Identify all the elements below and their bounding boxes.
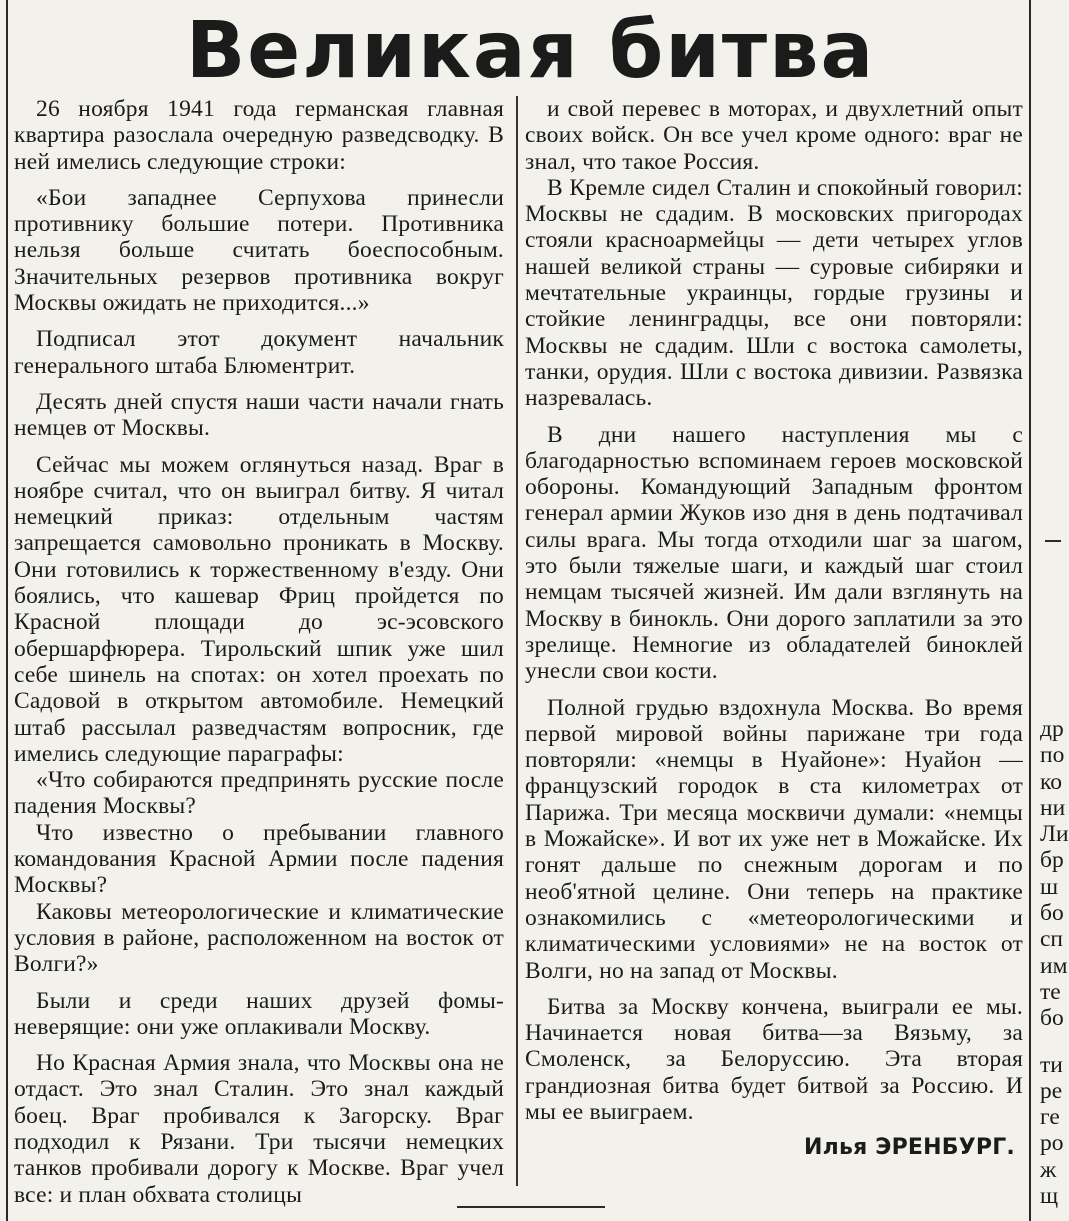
- fragment-line: ш: [1040, 873, 1059, 900]
- page-rule-right: [1029, 0, 1031, 1221]
- fragment-line: ни: [1040, 794, 1066, 821]
- fragment-line: по: [1040, 742, 1065, 769]
- page-rule-left: [6, 0, 8, 1221]
- author-signature: Илья ЭРЕНБУРГ.: [804, 1135, 1015, 1161]
- article-column-2: [525, 96, 1023, 1162]
- fragment-line: сп: [1040, 926, 1064, 953]
- paragraph: Десять дней спустя наши части начали гнать немцев от Москвы.: [14, 388, 504, 442]
- fragment-line: щ: [1040, 1183, 1059, 1210]
- column-divider: [516, 96, 518, 1186]
- fragment-line: ро: [1040, 1130, 1064, 1157]
- fragment-line: те: [1040, 978, 1061, 1005]
- fragment-line: ре: [1040, 1077, 1063, 1104]
- fragment-line: бо: [1040, 1005, 1064, 1032]
- fragment-line: ж: [1040, 1156, 1057, 1183]
- paragraph: Подписал этот документ начальник генерального штаба Блюментрит.: [14, 326, 504, 379]
- paragraph: Битва за Москву кончена, выиграли ее мы. Начинается новая битва—за Вязьму, за Смоленск, за Белоруссию. Эта вторая грандиозная битва будет битвой за Россию. И мы ее выиграем.: [525, 993, 1023, 1125]
- article-title: Великая битва: [185, 6, 876, 96]
- paragraph: и свой перевес в моторах, и двухлетний опыт своих войск. Он все учел кроме одного: враг не знал, что такое Россия.: [525, 96, 1023, 175]
- fragment-line: им: [1040, 952, 1068, 979]
- fragment-line: бо: [1040, 900, 1064, 927]
- paragraph: Но Красная Армия знала, что Москвы она не отдаст. Это знал Сталин. Это знал каждый боец. Враг пробивался к Загорску. Враг подходил к Рязани. Три тысячи немецких танков пробивали дорогу к Москве. Враг учел все: и план обхвата столицы: [14, 1050, 504, 1208]
- paragraph: «Бои западнее Серпухова принесли противнику большие потери. Противника нельзя больше считать боеспособным. Значительных резервов противника вокруг Москвы ожидать не приходится...»: [14, 184, 504, 317]
- paragraph: 26 ноября 1941 года германская главная квартира разослала очередную разведсводку. В ней имелись следующие строки:: [14, 96, 504, 175]
- fragment-line: Ли: [1040, 821, 1069, 848]
- next-column-fragments: [1040, 716, 1069, 1210]
- fragment-line: др: [1040, 716, 1064, 742]
- paragraph: Каковы метеорологические и климатические условия в районе, расположенном на восток от Волги?»: [14, 898, 504, 978]
- paragraph: Были и среди наших друзей фомы-неверящие: они уже оплакивали Москву.: [14, 987, 504, 1040]
- fragment-line: ко: [1040, 768, 1062, 795]
- paragraph: Что известно о пребывании главного командования Красной Армии после падения Москвы?: [14, 819, 504, 899]
- paragraph: В Кремле сидел Сталин и спокойный говорил: Москвы не сдадим. В московских пригородах стояли красноармейцы — дети четырех углов нашей великой страны — суровые сибиряки и мечтательные украинцы, гордые грузины и стойкие ленинградцы, все они повторяли: Москвы не сдадим. Шли с востока самолеты, танки, орудия. Шли с востока дивизии. Развязка назревалась.: [525, 174, 1023, 412]
- fragment-line: ге: [1040, 1104, 1060, 1131]
- paragraph: В дни нашего наступления мы с благодарностью вспоминаем героев московской обороны. Командующий Западным фронтом генерал армии Жуков изо дня в день подтачивал силы врага. Мы тогда отходили шаг за шагом, это были тяжелые шаги, и каждый шаг стоил немцам тысячей жизней. Им дали взглянуть на Москву в бинокль. Они дорого заплатили за это зрелище. Немногие из обладателей биноклей унесли свои кости.: [525, 421, 1023, 685]
- paragraph: Полной грудью вздохнула Москва. Во время первой мировой войны парижане три года повторяли: «немцы в Нуайоне»: Нуайон — французский городок в ста километрах от Парижа. Три месяца москвичи думали: «немцы в Можайске». И вот их уже нет в Можайске. Их гонят дальше по снежным дорогам и по необ'ятной целине. Они теперь на практике ознакомились с «метеорологическими и климатическими условиями» не на восток от Волги, но на запад от Москвы.: [525, 694, 1023, 984]
- fragment-line: ти: [1040, 1051, 1063, 1078]
- article-column-1: [14, 96, 504, 1208]
- paragraph: Сейчас мы можем оглянуться назад. Враг в ноябре считал, что он выиграл битву. Я читал немецкий приказ: отдельным частям запрещается самовольно проникать в Москву. Они готовились к торжественному в'езду. Они боялись, что кашевар Фриц пройдется по Красной площади до эс-эсовского обершарфюрера. Тирольский шпик уже шил себе шинель на спотах: он хотел проехать по Садовой в открытом автомобиле. Немецкий штаб рассылал разведчастям вопросник, где имелись следующие параграфы:: [14, 451, 504, 767]
- side-rule: [1045, 540, 1061, 542]
- paragraph: «Что собираются предпринять русские после падения Москвы?: [14, 767, 504, 820]
- fragment-line: бр: [1040, 847, 1064, 874]
- article-end-rule: [457, 1206, 605, 1208]
